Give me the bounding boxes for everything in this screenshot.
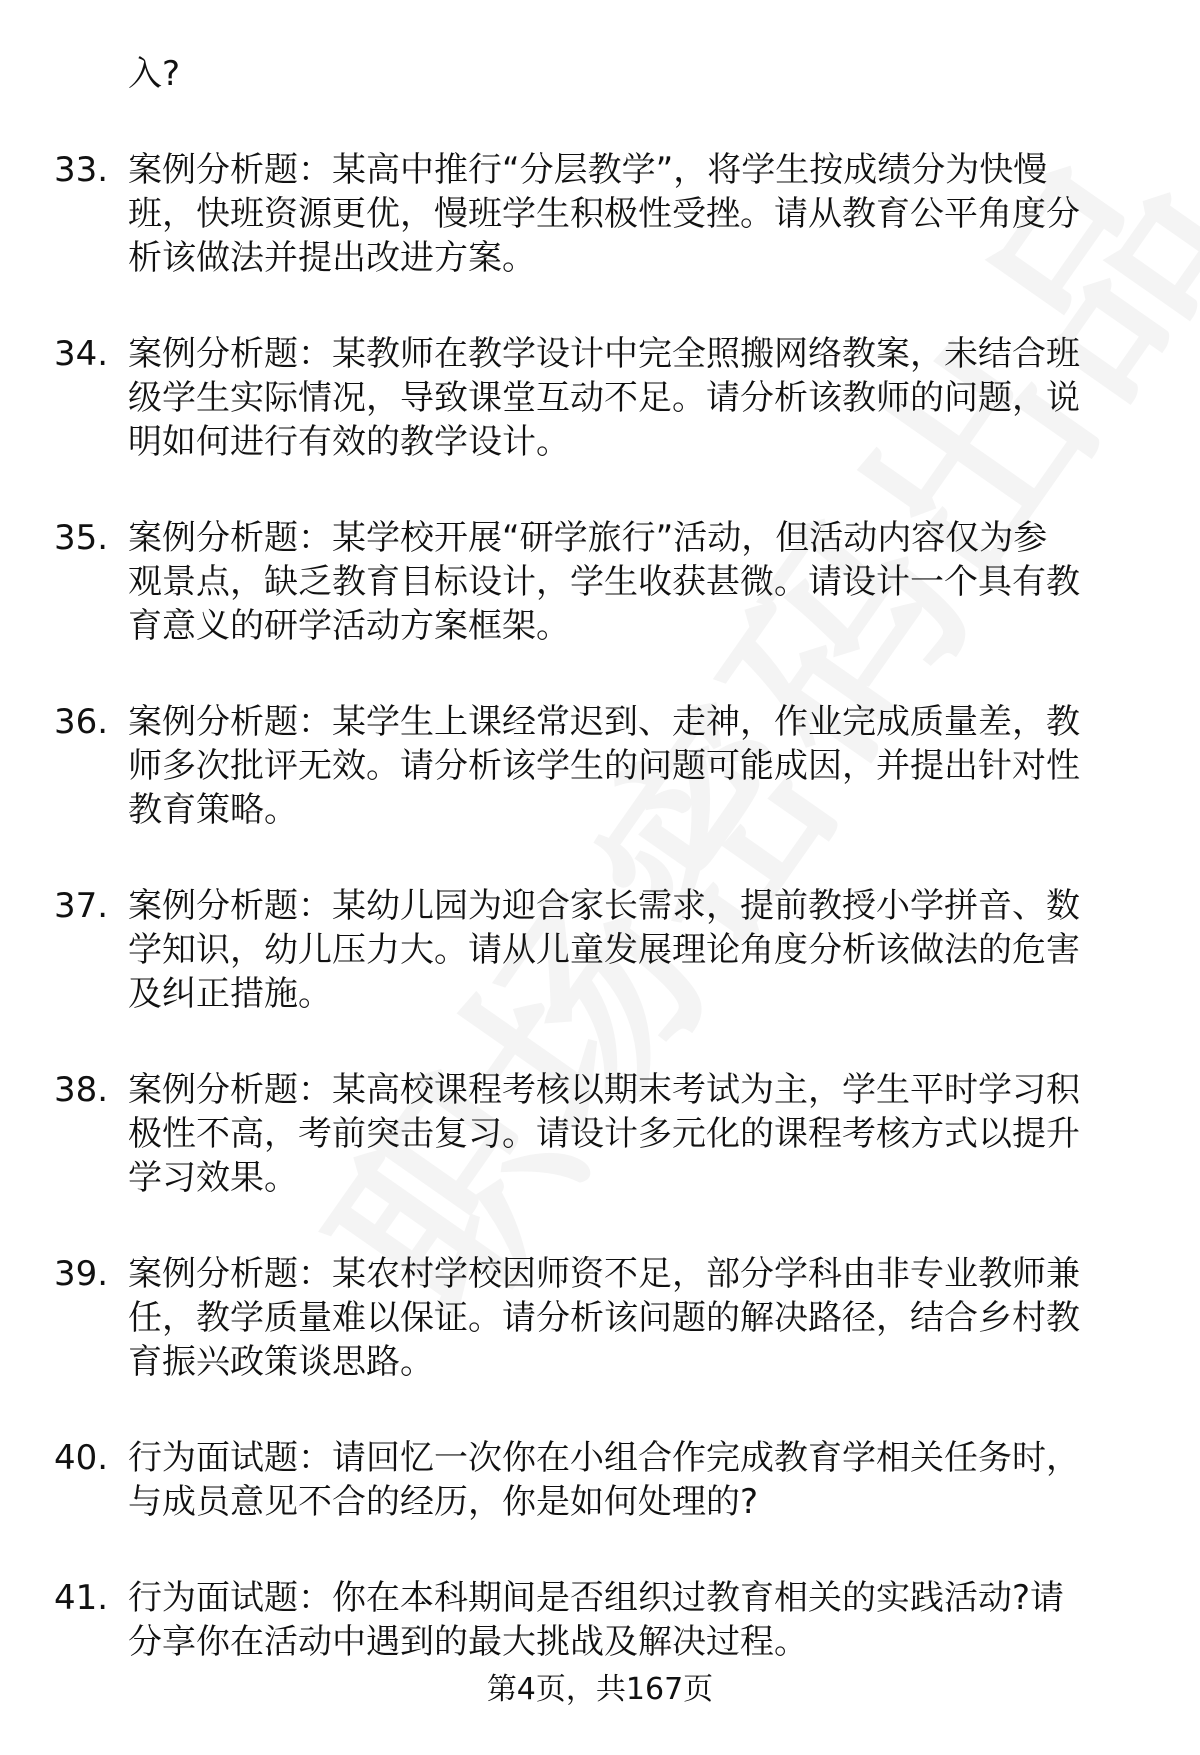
question-number: 38. <box>54 1070 109 1110</box>
question-line: 育意义的研学活动方案框架。 <box>128 606 570 646</box>
question-item <box>0 1576 1148 1664</box>
question-line: 案例分析题：某农村学校因师资不足，部分学科由非专业教师兼 <box>128 1254 1080 1294</box>
question-number: 40. <box>54 1438 109 1478</box>
question-item <box>0 1252 1148 1384</box>
question-number: 36. <box>54 702 109 742</box>
question-line: 级学生实际情况，导致课堂互动不足。请分析该教师的问题，说 <box>128 378 1080 418</box>
question-line: 案例分析题：某高中推行“分层教学”，将学生按成绩分为快慢 <box>128 150 1048 190</box>
question-line: 教育策略。 <box>128 790 298 830</box>
question-item <box>0 148 1148 280</box>
question-item <box>0 1068 1148 1200</box>
question-line: 案例分析题：某学校开展“研学旅行”活动，但活动内容仅为参 <box>128 518 1048 558</box>
question-item <box>0 516 1148 648</box>
question-item <box>0 332 1148 464</box>
page-number: 第4页，共167页 <box>486 1672 714 1707</box>
question-number: 35. <box>54 518 109 558</box>
question-number: 37. <box>54 886 109 926</box>
question-line: 分享你在活动中遇到的最大挑战及解决过程。 <box>128 1622 808 1662</box>
question-number: 34. <box>54 334 109 374</box>
question-line: 师多次批评无效。请分析该学生的问题可能成因，并提出针对性 <box>128 746 1080 786</box>
question-item <box>0 884 1148 1016</box>
question-line: 育振兴政策谈思路。 <box>128 1342 434 1382</box>
question-line: 行为面试题：请回忆一次你在小组合作完成教育学相关任务时， <box>128 1438 1080 1478</box>
question-line: 案例分析题：某教师在教学设计中完全照搬网络教案，未结合班 <box>128 334 1080 374</box>
question-item <box>0 700 1148 832</box>
question-item <box>0 1436 1148 1524</box>
question-line: 任，教学质量难以保证。请分析该问题的解决路径，结合乡村教 <box>128 1298 1080 1338</box>
question-line: 学知识，幼儿压力大。请从儿童发展理论角度分析该做法的危害 <box>128 930 1080 970</box>
question-number: 41. <box>54 1578 109 1618</box>
question-line: 及纠正措施。 <box>128 974 332 1014</box>
question-line: 析该做法并提出改进方案。 <box>128 238 536 278</box>
question-line: 行为面试题：你在本科期间是否组织过教育相关的实践活动?请 <box>128 1578 1065 1618</box>
question-number: 33. <box>54 150 109 190</box>
question-line: 案例分析题：某幼儿园为迎合家长需求，提前教授小学拼音、数 <box>128 886 1080 926</box>
question-line: 观景点，缺乏教育目标设计，学生收获甚微。请设计一个具有教 <box>128 562 1080 602</box>
question-line: 案例分析题：某高校课程考核以期末考试为主，学生平时学习积 <box>128 1070 1080 1110</box>
continuation-text: 入? <box>128 54 181 94</box>
question-line: 班，快班资源更优，慢班学生积极性受挫。请从教育公平角度分 <box>128 194 1080 234</box>
question-line: 明如何进行有效的教学设计。 <box>128 422 570 462</box>
question-line: 极性不高，考前突击复习。请设计多元化的课程考核方式以提升 <box>128 1114 1080 1154</box>
question-line: 与成员意见不合的经历，你是如何处理的? <box>128 1482 759 1522</box>
question-line: 案例分析题：某学生上课经常迟到、走神，作业完成质量差，教 <box>128 702 1080 742</box>
question-number: 39. <box>54 1254 109 1294</box>
question-list <box>0 52 1200 1664</box>
question-line: 学习效果。 <box>128 1158 298 1198</box>
